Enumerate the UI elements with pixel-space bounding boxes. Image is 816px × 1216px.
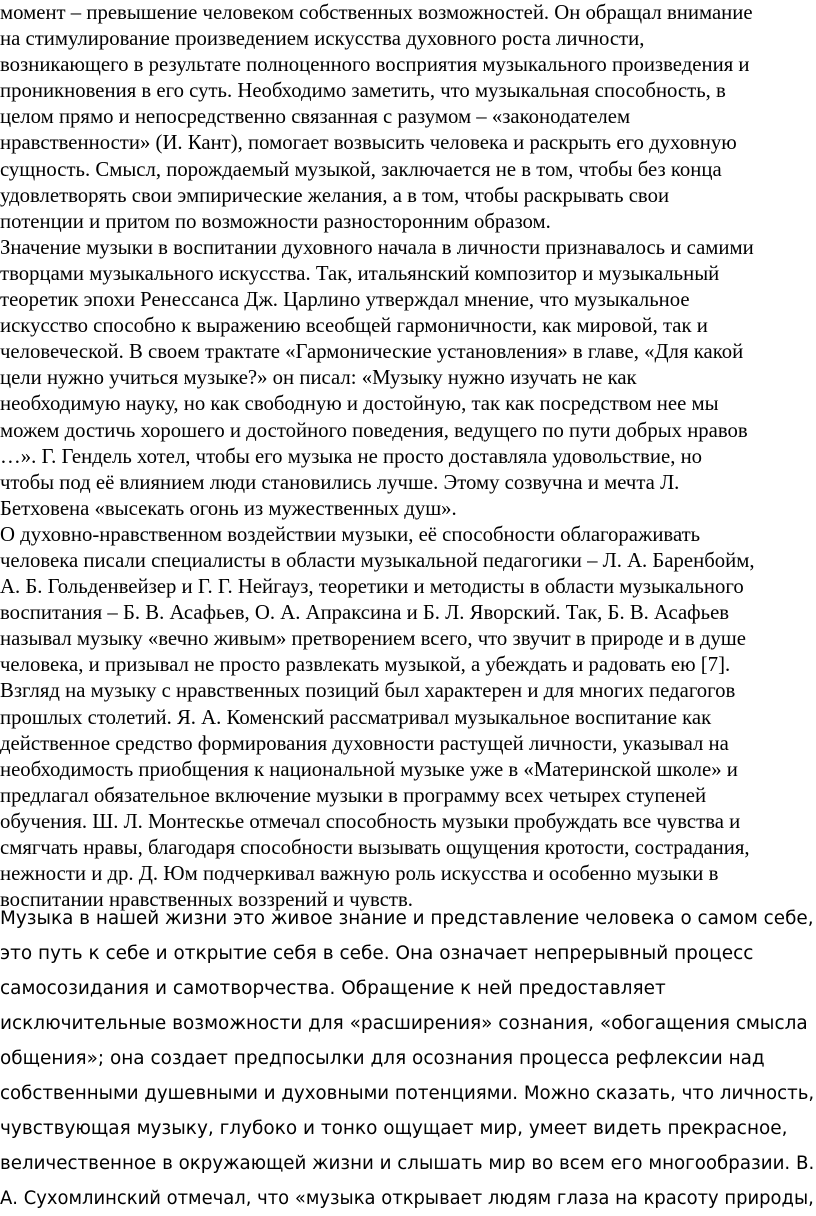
text-line: О духовно-нравственном воздействии музыки, её способности облагораживать [0,522,701,546]
text-line: воспитании нравственных воззрений и чувств. [0,888,413,912]
text-line: это путь к себе и открытие себя в себе. Она означает непрерывный процесс [0,943,754,964]
text-line: собственными душевными и духовными потенциями. Можно сказать, что личность, [0,1083,815,1104]
text-line: исключительные возможности для «расширения» сознания, «обогащения смысла [0,1013,808,1034]
text-line: общения»; она создает предпосылки для осознания процесса рефлексии над [0,1048,765,1069]
text-line: на стимулирование произведением искусства духовного роста личности, [0,27,645,51]
text-line: момент – превышение человеком собственных возможностей. Он обращал внимание [0,1,753,24]
text-line: А. Сухомлинский отмечал, что «музыка открывает людям глаза на красоту природы, [0,1188,814,1209]
text-line: …». Г. Гендель хотел, чтобы его музыка не просто доставляла удовольствие, но [0,444,703,468]
text-line: А. Б. Гольденвейзер и Г. Г. Нейгауз, теоретики и методисты в области музыкального [0,575,744,599]
text-line: Значение музыки в воспитании духовного начала в личности признавалось и самими [0,235,754,259]
paragraph-4 [0,901,816,1216]
sans-text-block [0,901,816,1216]
text-line: самосозидания и самотворчества. Обращение к ней предоставляет [0,978,666,999]
paragraph-2 [0,235,816,522]
text-line: необходимость приобщения к национальной музыке уже в «Материнской школе» и [0,757,738,781]
text-line: обучения. Ш. Л. Монтескье отмечал способность музыки пробуждать все чувства и [0,809,741,833]
text-line: проникновения в его суть. Необходимо заметить, что музыкальная способность, в [0,79,726,103]
text-line: Бетховена «высекать огонь из мужественных душ». [0,496,457,520]
text-line: творцами музыкального искусства. Так, итальянский композитор и музыкальный [0,261,720,285]
text-line: воспитания – Б. В. Асафьев, О. А. Апраксина и Б. Л. Яворский. Так, Б. В. Асафьев [0,601,730,625]
text-line: человека писали специалисты в области музыкальной педагогики – Л. А. Баренбойм, [0,548,755,572]
text-line: Взгляд на музыку с нравственных позиций был характерен и для многих педагогов [0,679,736,703]
text-line: можем достичь хорошего и достойного поведения, ведущего по пути добрых нравов [0,418,748,442]
text-line: чувствующая музыку, глубоко и тонко ощущает мир, умеет видеть прекрасное, [0,1118,788,1139]
text-line: человека, и призывал не просто развлекать музыкой, а убеждать и радовать ею [7]. [0,653,731,677]
text-line: прошлых столетий. Я. А. Коменский рассматривал музыкальное воспитание как [0,705,712,729]
text-line: целом прямо и непосредственно связанная с разумом – «законодателем [0,105,631,129]
text-line: нежности и др. Д. Юм подчеркивал важную роль искусства и особенно музыки в [0,862,719,886]
text-line: называл музыку «вечно живым» претворением всего, что звучит в природе и в душе [0,627,746,651]
paragraph-1 [0,0,816,235]
text-line: смягчать нравы, благодаря способности вызывать ощущения кротости, сострадания, [0,836,750,859]
text-line: потенции и притом по возможности разносторонним образом. [0,209,551,233]
text-line: удовлетворять свои эмпирические желания, а в том, чтобы раскрывать свои [0,183,670,207]
text-line: нравственности» (И. Кант), помогает возвысить человека и раскрыть его духовную [0,131,737,155]
text-line: действенное средство формирования духовности растущей личности, указывал на [0,731,729,755]
text-line: Музыка в нашей жизни это живое знание и представление человека о самом себе, [0,908,814,929]
text-line: необходимую науку, но как свободную и достойную, так как посредством нее мы [0,392,719,416]
text-line: теоретик эпохи Ренессанса Дж. Царлино утверждал мнение, что музыкальное [0,288,690,312]
paragraph-3 [0,522,816,913]
text-line: предлагал обязательное включение музыки в программу всех четырех ступеней [0,783,707,807]
text-line: чтобы под её влиянием люди становились лучше. Этому созвучна и мечта Л. [0,470,680,494]
text-line: цели нужно учиться музыке?» он писал: «Музыку нужно изучать не как [0,366,637,390]
text-line: человеческой. В своем трактате «Гармонические установления» в главе, «Для какой [0,340,744,364]
text-line: возникающего в результате полноценного восприятия музыкального произведения и [0,53,750,77]
text-line: сущность. Смысл, порождаемый музыкой, заключается не в том, чтобы без конца [0,157,722,181]
text-line: величественное в окружающей жизни и слышать мир во всем его многообразии. В. [0,1153,815,1174]
text-line: искусство способно к выражению всеобщей гармоничности, как мировой, так и [0,314,708,338]
